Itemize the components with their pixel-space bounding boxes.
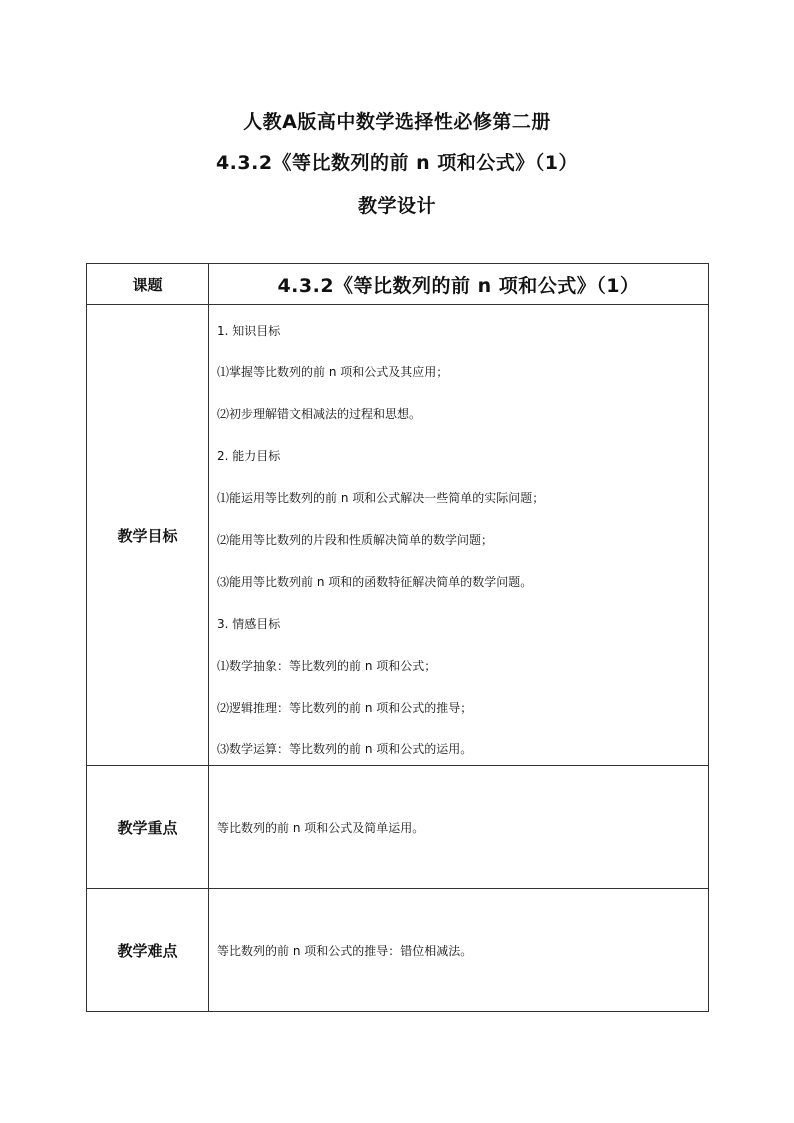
difficulty-text: 等比数列的前 n 项和公式的推导：错位相减法。: [217, 943, 473, 958]
lesson-plan-table: [86, 263, 709, 1012]
course-label: 课题: [87, 264, 209, 305]
goal-item: ⑴掌握等比数列的前 n 项和公式及其应用；: [217, 365, 449, 380]
goal-item: 3. 情感目标: [217, 616, 281, 631]
key-points-label: 教学重点: [87, 766, 209, 889]
goal-item: ⑴数学抽象：等比数列的前 n 项和公式；: [217, 658, 437, 673]
goal-item: ⑵逻辑推理：等比数列的前 n 项和公式的推导；: [217, 700, 473, 715]
course-title: 4.3.2《等比数列的前 n 项和公式》（1）: [209, 264, 709, 305]
goal-item: ⑵初步理解错文相减法的过程和思想。: [217, 407, 422, 422]
document-subtitle: 教学设计: [357, 195, 436, 217]
key-points-cell: [209, 766, 709, 889]
difficulty-row: [87, 889, 709, 1012]
goals-cell: [209, 305, 709, 766]
document-title: 人教A版高中数学选择性必修第二册: [243, 111, 551, 133]
goal-item: ⑵能用等比数列的片段和性质解决简单的数学问题；: [217, 532, 494, 547]
difficulty-label: 教学难点: [87, 889, 209, 1012]
goal-item: ⑶数学运算：等比数列的前 n 项和公式的运用。: [217, 742, 473, 757]
difficulty-cell: [209, 889, 709, 1012]
goal-item: ⑶能用等比数列前 n 项和的函数特征解决简单的数学问题。: [217, 574, 533, 589]
key-points-row: [87, 766, 709, 889]
lesson-title: 4.3.2《等比数列的前 n 项和公式》（1）: [215, 152, 579, 174]
course-row: [87, 264, 709, 305]
goals-label: 教学目标: [87, 305, 209, 766]
key-points-text: 等比数列的前 n 项和公式及简单运用。: [217, 820, 425, 835]
goal-item: ⑴能运用等比数列的前 n 项和公式解决一些简单的实际问题；: [217, 491, 545, 506]
goal-item: 2. 能力目标: [217, 449, 281, 464]
goal-item: 1. 知识目标: [217, 323, 281, 338]
goals-list: [209, 311, 708, 760]
goals-row: [87, 305, 709, 766]
